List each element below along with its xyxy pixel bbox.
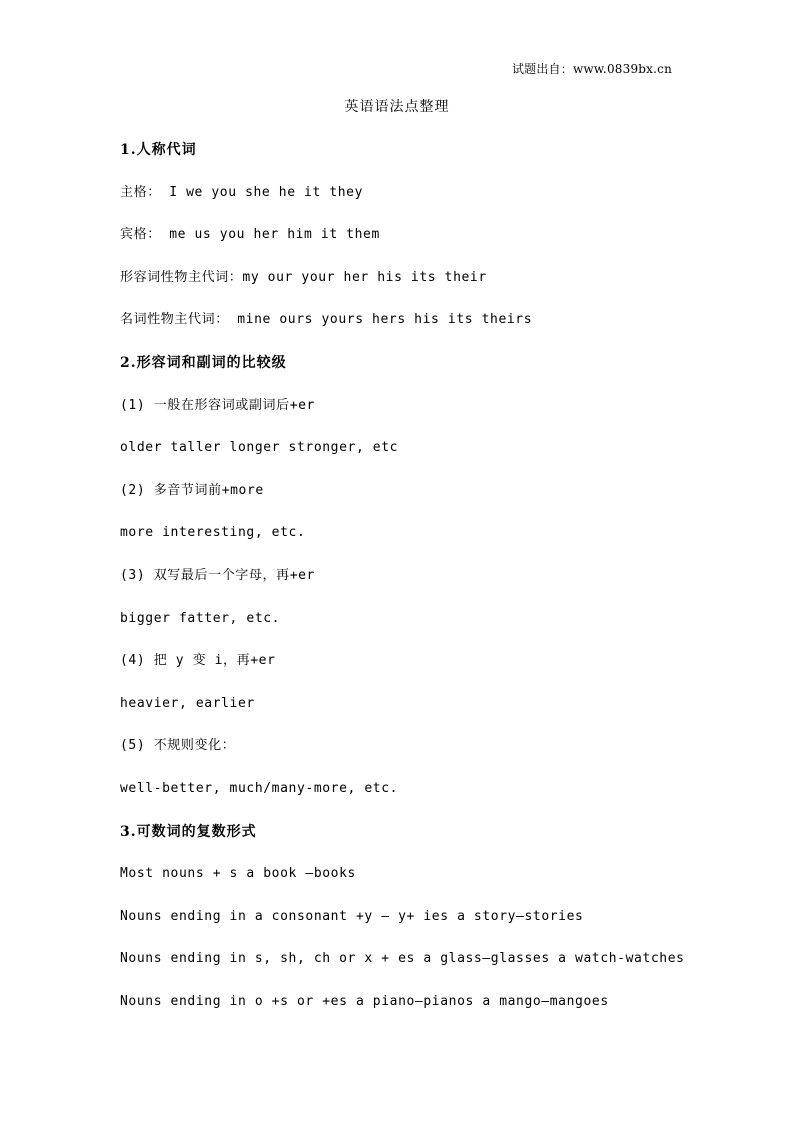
line-object-pronouns: 宾格： me us you her him it them	[120, 227, 380, 243]
rule-2-add-more: (2) 多音节词前+more	[120, 482, 264, 498]
plural-rule-add-s: Most nouns + s a book –books	[120, 866, 356, 882]
header-source-text: 试题出自：www.0839bx.cn	[511, 62, 672, 76]
line-subject-pronouns: 主格： I we you she he it they	[120, 184, 364, 200]
rule-4-y-to-i: (4) 把 y 变 i，再+er	[120, 653, 276, 669]
rule-3-double-letter: (3) 双写最后一个字母，再+er	[120, 567, 315, 583]
section-heading-personal-pronouns: 1.人称代词	[120, 142, 197, 158]
rule-1-add-er: (1) 一般在形容词或副词后+er	[120, 397, 315, 413]
example-2: more interesting, etc.	[120, 525, 306, 541]
example-4: heavier, earlier	[120, 695, 255, 711]
section-heading-plural-nouns: 3.可数词的复数形式	[120, 823, 257, 840]
document-body	[120, 139, 700, 1033]
example-1: older taller longer stronger, etc	[120, 440, 399, 456]
plural-rule-s-sh-ch-x: Nouns ending in s, sh, ch or x + es a glass—glasses a watch-watches	[120, 951, 685, 967]
section-heading-comparatives: 2.形容词和副词的比较级	[120, 354, 287, 371]
plural-rule-o: Nouns ending in o +s or +es a piano—pianos a mango—mangoes	[120, 993, 609, 1009]
rule-5-irregular: (5) 不规则变化：	[120, 738, 236, 754]
line-possessive-adjectives: 形容词性物主代词：my our your her his its their	[120, 269, 487, 285]
document-title: 英语语法点整理	[344, 99, 450, 115]
line-possessive-pronouns: 名词性物主代词： mine ours yours hers his its theirs	[120, 312, 533, 328]
example-5: well-better, much/many-more, etc.	[120, 780, 399, 796]
example-3: bigger fatter, etc.	[120, 610, 281, 626]
plural-rule-consonant-y: Nouns ending in a consonant +y – y+ ies a story—stories	[120, 908, 584, 924]
